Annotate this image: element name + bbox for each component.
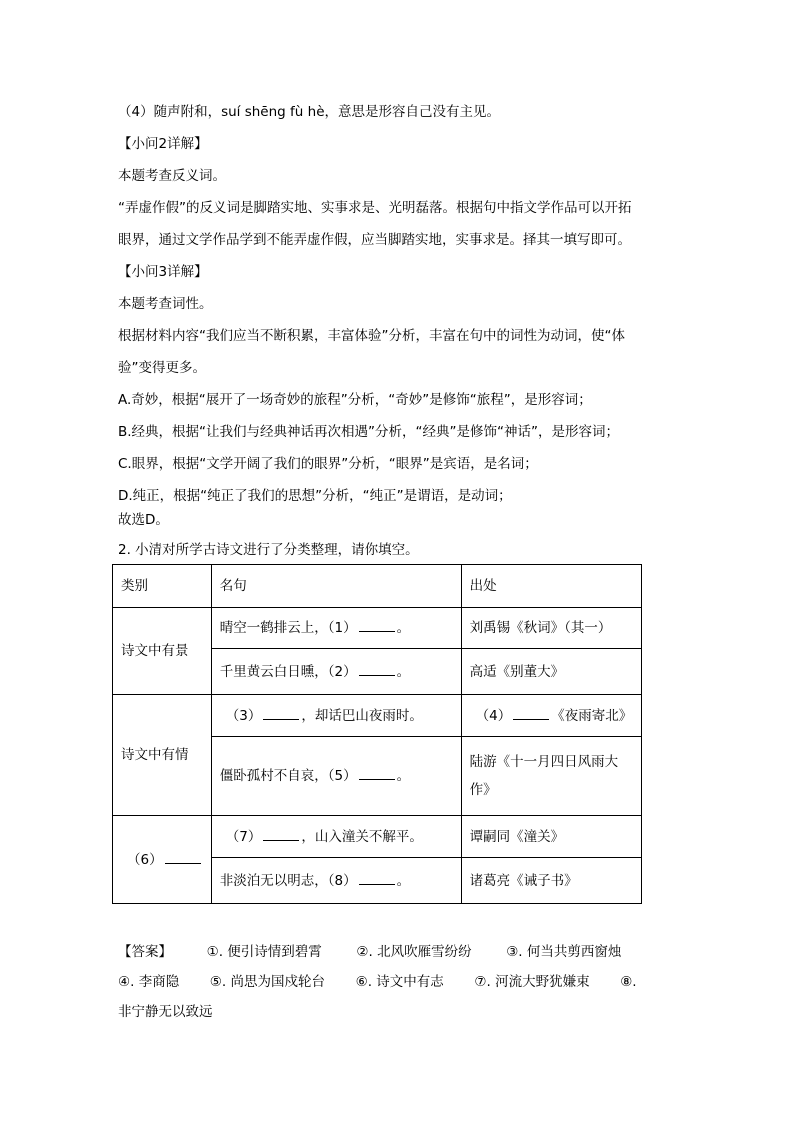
option-c: C.眼界，根据“文学开阔了我们的眼界”分析，“眼界”是宾语，是名词；: [118, 456, 538, 472]
answer-num: ⑦.: [474, 974, 491, 990]
option-a: A.奇妙，根据“展开了一场奇妙的旅程”分析，“奇妙”是修饰“旅程”，是形容词；: [118, 392, 592, 408]
line-text: 晴空一鹤排云上，（1）: [219, 620, 357, 636]
source-cell: 诸葛亮《诫子书》: [461, 858, 641, 904]
blank-5: [359, 767, 395, 780]
text-line: 根据材料内容“我们应当不断积累，丰富体验”分析，丰富在句中的词性为动词，使“体: [118, 328, 625, 344]
answer-num: ②.: [356, 944, 373, 960]
line-text: 僵卧孤村不自哀，（5）: [219, 768, 357, 784]
answer-text: 北风吹雁雪纷纷: [377, 944, 472, 960]
blank-8: [359, 872, 395, 885]
source-text: （4）: [475, 707, 512, 724]
answer-label: 【答案】: [118, 944, 172, 960]
section-heading-q3: 【小问3详解】: [118, 264, 208, 280]
header-source: 出处: [461, 565, 641, 608]
category-text: （6）: [127, 851, 163, 868]
category-cell: 诗文中有景: [113, 608, 212, 695]
line-cell: [211, 858, 461, 904]
source-cell: 谭嗣同《潼关》: [461, 816, 641, 858]
answer-num: ⑥.: [355, 974, 372, 990]
text-line: 本题考查词性。: [118, 296, 213, 312]
option-d: D.纯正，根据“纯正了我们的思想”分析，“纯正”是谓语，是动词；: [118, 488, 512, 504]
table-row: [113, 695, 642, 737]
answer-text: 河流大野犹嫌束: [495, 974, 590, 990]
line-text: 。: [396, 768, 411, 784]
blank-4: [513, 707, 549, 720]
line-text: ，山入潼关不解平。: [301, 828, 423, 845]
source-text: 《夜雨寄北》: [551, 707, 633, 724]
line-text: （3）: [225, 707, 262, 724]
table-row: [113, 608, 642, 649]
source-cell: 刘禹锡《秋词》（其一）: [461, 608, 641, 649]
line-cell: [211, 695, 461, 737]
answer-num: ⑧.: [620, 974, 637, 990]
answer-line-2: [118, 972, 637, 992]
line-text: ，却话巴山夜雨时。: [301, 707, 423, 724]
answer-num: ⑤.: [209, 974, 227, 990]
answer-text: 何当共剪西窗烛: [526, 944, 622, 960]
source-cell: 陆游《十一月四日风雨大作》: [461, 737, 641, 816]
category-cell: 诗文中有情: [113, 695, 212, 816]
answer-text: 尚思为国戍轮台: [230, 974, 325, 990]
line-cell: [211, 816, 461, 858]
source-cell: 高适《别董大》: [461, 649, 641, 695]
conclusion-line: 故选D。: [118, 512, 169, 528]
text-line: 眼界，通过文学作品学到不能弄虚作假，应当脚踏实地，实事求是。择其一填写即可。: [118, 232, 631, 248]
line-cell: [211, 649, 461, 695]
option-b: B.经典，根据“让我们与经典神话再次相遇”分析，“经典”是修饰“神话”，是形容词；: [118, 424, 620, 440]
text-line: 验”变得更多。: [118, 360, 206, 376]
answer-line-1: [118, 942, 621, 962]
line-text: （7）: [225, 828, 262, 845]
answer-num: ①.: [206, 944, 223, 960]
answer-text: 诗文中有志: [376, 974, 444, 990]
answer-num: ③.: [506, 944, 523, 960]
answer-line-3: [118, 1002, 213, 1022]
line-cell: [211, 737, 461, 816]
line-text: 千里黄云白日曛，（2）: [219, 663, 357, 680]
blank-3: [263, 707, 299, 720]
section-heading-q2: 【小问2详解】: [118, 136, 208, 152]
poetry-classification-table: [112, 564, 642, 904]
answer-num: ④.: [118, 974, 135, 990]
table-header-row: [113, 565, 642, 608]
answer-text: 便引诗情到碧霄: [227, 944, 322, 960]
header-category: 类别: [113, 565, 212, 608]
blank-7: [263, 828, 299, 841]
line-text: 非淡泊无以明志，（8）: [219, 872, 357, 889]
text-line-pinyin-explanation: （4）随声附和，suí shēng fù hè，意思是形容自己没有主见。: [118, 104, 500, 120]
header-line: 名句: [211, 565, 461, 608]
text-line: 本题考查反义词。: [118, 168, 226, 184]
source-cell: [461, 695, 641, 737]
text-line: “弄虚作假”的反义词是脚踏实地、实事求是、光明磊落。根据句中指文学作品可以开拓: [118, 200, 632, 216]
blank-2: [359, 663, 395, 676]
question-2-prompt: 2. 小清对所学古诗文进行了分类整理，请你填空。: [118, 542, 419, 558]
answer-text: 李商隐: [138, 974, 180, 990]
blank-6: [165, 851, 201, 864]
blank-1: [359, 619, 395, 632]
line-cell: [211, 608, 461, 649]
answer-text: 非宁静无以致远: [118, 1004, 213, 1020]
line-text: 。: [396, 872, 411, 889]
category-cell: [113, 816, 212, 904]
table-row: [113, 816, 642, 858]
line-text: 。: [396, 663, 411, 680]
line-text: 。: [396, 620, 411, 636]
